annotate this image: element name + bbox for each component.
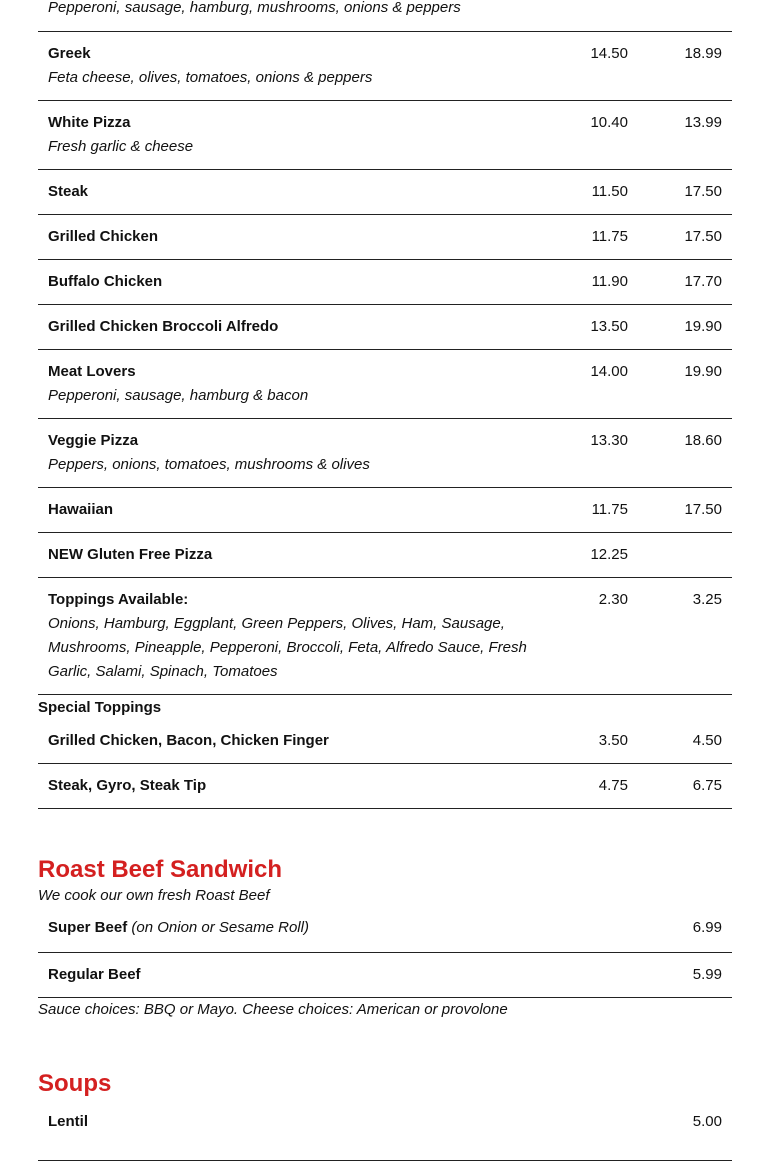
special-toppings-title: Special Toppings: [38, 699, 162, 716]
price-large: 4.50: [692, 732, 722, 749]
item-name: Greek: [48, 45, 91, 62]
item-name: NEW Gluten Free Pizza: [48, 546, 213, 563]
price-small: 14.50: [590, 45, 628, 62]
menu-row: [38, 215, 732, 260]
price-small: 11.75: [591, 501, 628, 518]
price-large: 19.90: [684, 318, 722, 335]
menu-row: [38, 350, 732, 419]
price-large: 6.75: [692, 777, 722, 794]
item-description: Fresh garlic & cheese: [48, 138, 194, 155]
item-aside: (on Onion or Sesame Roll): [131, 919, 309, 936]
price: 5.99: [692, 966, 722, 983]
menu-row: [38, 953, 732, 998]
menu-row: [38, 419, 732, 488]
section-subtitle: We cook our own fresh Roast Beef: [38, 887, 270, 904]
menu-row: [38, 32, 732, 101]
item-name: White Pizza: [48, 114, 131, 131]
price-large: 17.50: [684, 228, 722, 245]
menu: [38, 0, 732, 1161]
price: 5.00: [692, 1113, 722, 1130]
price-small: 11.90: [591, 273, 628, 290]
price-large: 17.50: [684, 501, 722, 518]
item-name: Steak: [48, 183, 89, 200]
price-large: 13.99: [684, 114, 722, 131]
item-name: [48, 919, 309, 936]
price-small: 12.25: [590, 546, 628, 563]
item-name: Buffalo Chicken: [48, 273, 163, 290]
section-title: Soups: [38, 1070, 112, 1097]
price-small: 14.00: [590, 363, 628, 380]
item-name: Toppings Available:: [48, 591, 189, 608]
menu-row-toppings: [38, 578, 732, 695]
price: 6.99: [692, 919, 722, 936]
price-large: 18.60: [684, 432, 722, 449]
item-name: Steak, Gyro, Steak Tip: [48, 777, 207, 794]
roast-beef-header: [38, 809, 732, 908]
toppings-line: Onions, Hamburg, Eggplant, Green Peppers, Olives, Ham, Sausage,: [48, 615, 505, 632]
menu-row: [38, 305, 732, 350]
item-name: Meat Lovers: [48, 363, 136, 380]
item-description: Peppers, onions, tomatoes, mushrooms & olives: [48, 456, 370, 473]
item-name: Grilled Chicken Broccoli Alfredo: [48, 318, 279, 335]
price-small: 13.30: [590, 432, 628, 449]
item-name: Lentil: [48, 1113, 88, 1130]
price-large: 17.50: [684, 183, 722, 200]
item-name: Hawaiian: [48, 501, 114, 518]
special-toppings-header: [38, 695, 732, 719]
item-name-text: Super Beef: [48, 919, 128, 936]
section-title: Roast Beef Sandwich: [38, 856, 283, 883]
item-name: Grilled Chicken: [48, 228, 159, 245]
menu-row: [38, 719, 732, 764]
menu-row: [38, 908, 732, 953]
menu-row: [38, 1109, 732, 1161]
price-small: 4.75: [598, 777, 628, 794]
toppings-line: Garlic, Salami, Spinach, Tomatoes: [48, 663, 278, 680]
price-large: 19.90: [684, 363, 722, 380]
item-name: Veggie Pizza: [48, 432, 139, 449]
price-small: 11.75: [591, 228, 628, 245]
price-small: 11.50: [591, 183, 628, 200]
toppings-line: Mushrooms, Pineapple, Pepperoni, Broccoli, Feta, Alfredo Sauce, Fresh: [48, 639, 527, 656]
item-name: Grilled Chicken, Bacon, Chicken Finger: [48, 732, 329, 749]
item-name: Regular Beef: [48, 966, 141, 983]
price-large: 17.70: [684, 273, 722, 290]
item-description: Pepperoni, sausage, hamburg & bacon: [48, 387, 309, 404]
menu-row: [38, 764, 732, 809]
menu-row: [38, 0, 732, 32]
menu-row: [38, 101, 732, 170]
item-description: Pepperoni, sausage, hamburg, mushrooms, onions & peppers: [48, 0, 461, 16]
price-small: 10.40: [590, 114, 628, 131]
soups-header: [38, 1022, 732, 1109]
price-large: 18.99: [684, 45, 722, 62]
price-small: 13.50: [590, 318, 628, 335]
item-description: Feta cheese, olives, tomatoes, onions & peppers: [48, 69, 373, 86]
menu-row: [38, 170, 732, 215]
roast-beef-note: [38, 998, 732, 1022]
price-small: 2.30: [598, 591, 628, 608]
price-small: 3.50: [598, 732, 628, 749]
price-large: 3.25: [692, 591, 722, 608]
menu-row: [38, 488, 732, 533]
menu-row: [38, 533, 732, 578]
sauce-note: Sauce choices: BBQ or Mayo. Cheese choices: American or provolone: [38, 1001, 508, 1018]
menu-row: [38, 260, 732, 305]
